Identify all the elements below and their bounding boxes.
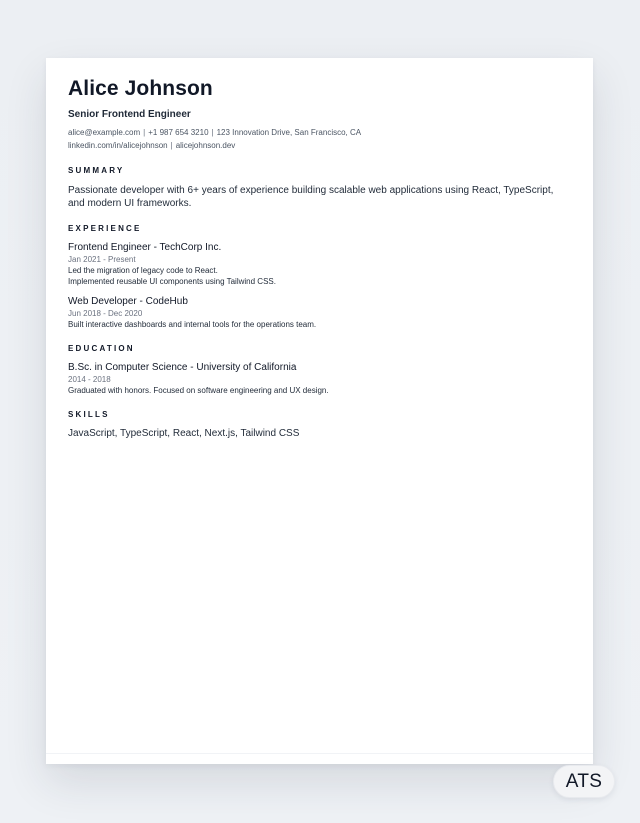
contact-info bbox=[68, 126, 571, 152]
resume-job-title: Senior Frontend Engineer bbox=[68, 109, 191, 120]
contact-linkedin: linkedin.com/in/alicejohnson bbox=[68, 141, 168, 150]
experience-title: Web Developer - CodeHub bbox=[68, 296, 188, 307]
contact-website: alicejohnson.dev bbox=[175, 141, 236, 150]
contact-line-2 bbox=[68, 139, 571, 152]
experience-detail: Built interactive dashboards and internal tools for the operations team. bbox=[68, 320, 317, 329]
resume-name: Alice Johnson bbox=[68, 77, 213, 100]
skills-heading: SKILLS bbox=[68, 410, 110, 419]
experience-heading: EXPERIENCE bbox=[68, 224, 142, 233]
experience-title: Frontend Engineer - TechCorp Inc. bbox=[68, 242, 222, 253]
experience-dates: Jan 2021 - Present bbox=[68, 255, 136, 264]
education-title: B.Sc. in Computer Science - University of California bbox=[68, 362, 297, 373]
experience-detail: Led the migration of legacy code to React. bbox=[68, 266, 218, 275]
contact-separator: | bbox=[170, 141, 173, 150]
summary-heading: SUMMARY bbox=[68, 166, 125, 175]
summary-text: Passionate developer with 6+ years of experience building scalable web applications using React, TypeScript, and modern UI frameworks. bbox=[68, 185, 554, 209]
skills-text: JavaScript, TypeScript, React, Next.js, Tailwind CSS bbox=[68, 428, 300, 439]
resume-page bbox=[46, 58, 593, 764]
contact-separator: | bbox=[211, 128, 214, 137]
experience-entry bbox=[68, 241, 571, 287]
contact-line-1 bbox=[68, 126, 571, 139]
contact-email: alice@example.com bbox=[68, 128, 141, 137]
experience-entry bbox=[68, 295, 571, 330]
contact-separator: | bbox=[143, 128, 146, 137]
education-entry bbox=[68, 361, 571, 396]
page-bottom-divider bbox=[46, 753, 593, 754]
contact-address: 123 Innovation Drive, San Francisco, CA bbox=[216, 128, 362, 137]
contact-phone: +1 987 654 3210 bbox=[148, 128, 209, 137]
education-dates: 2014 - 2018 bbox=[68, 375, 111, 384]
experience-detail: Implemented reusable UI components using Tailwind CSS. bbox=[68, 277, 276, 286]
experience-dates: Jun 2018 - Dec 2020 bbox=[68, 309, 143, 318]
ats-button[interactable]: ATS bbox=[553, 765, 615, 798]
education-heading: EDUCATION bbox=[68, 344, 135, 353]
education-detail: Graduated with honors. Focused on software engineering and UX design. bbox=[68, 386, 329, 395]
